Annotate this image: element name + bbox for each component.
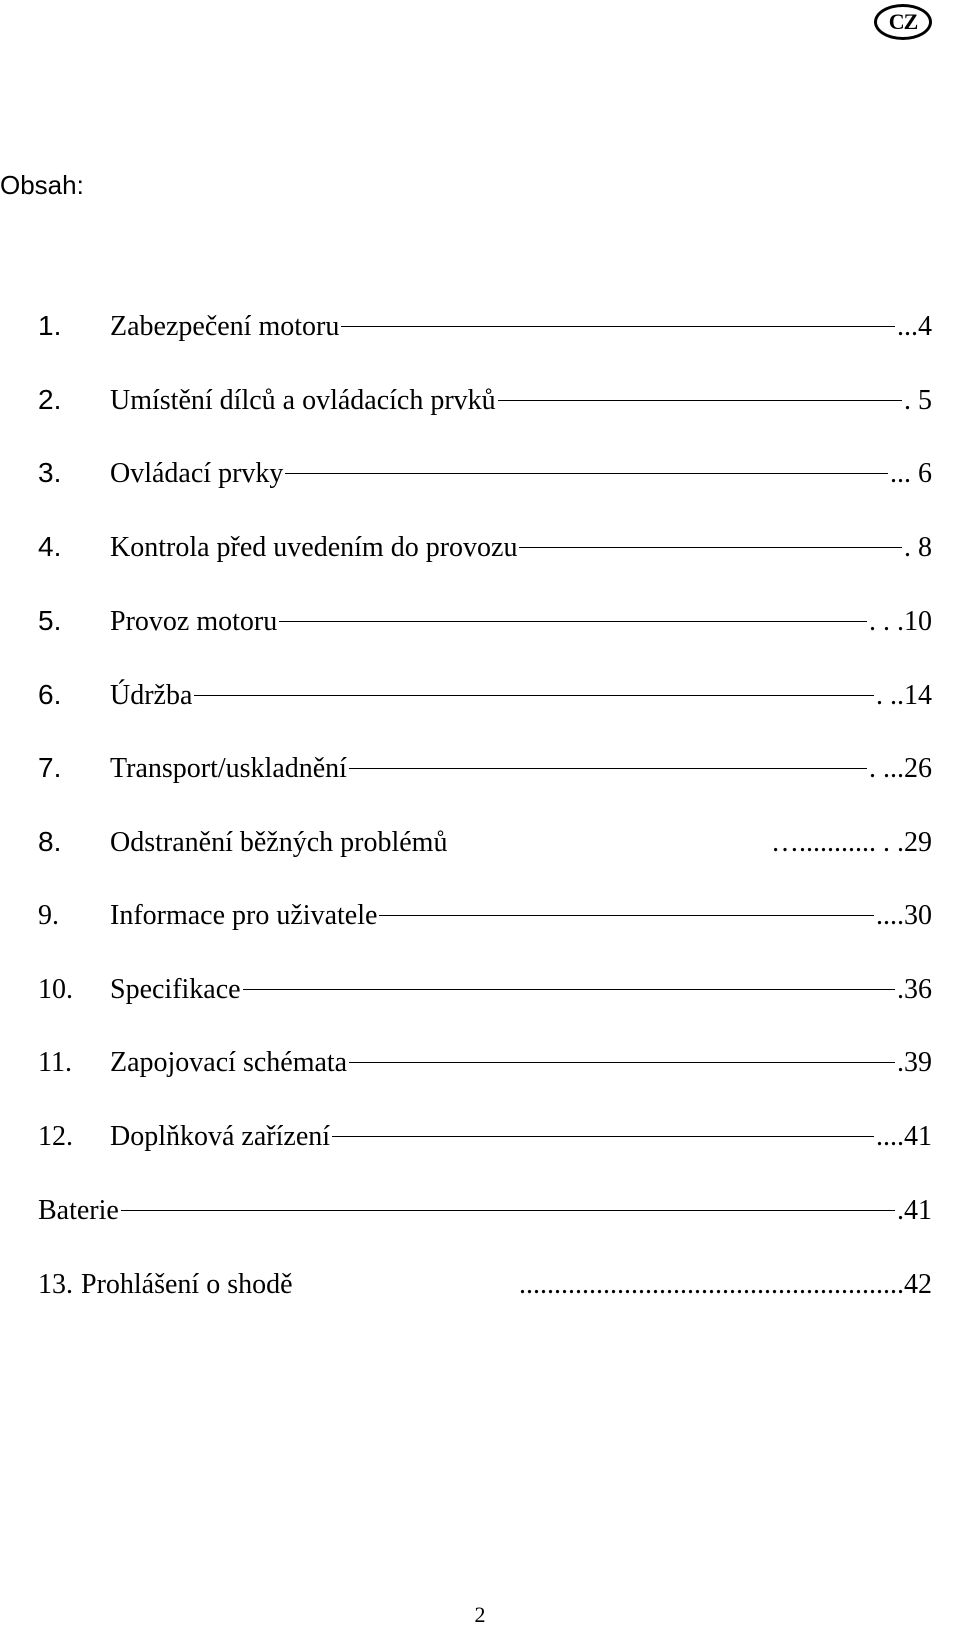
toc-number: 5. — [38, 605, 62, 636]
toc-number: 7. — [38, 752, 62, 783]
toc-page: .......................................................42 — [519, 1269, 932, 1300]
toc-page: . ...26 — [869, 753, 932, 784]
toc-title: Prohlášení o shodě — [81, 1269, 293, 1300]
toc-number: 8. — [38, 826, 62, 857]
toc-title: Ovládací prvky — [110, 458, 284, 489]
toc-number: 3. — [38, 457, 62, 488]
toc-leader — [279, 621, 867, 622]
toc-page: . 8 — [904, 532, 932, 563]
toc-title: Zapojovací schémata — [110, 1047, 348, 1078]
contents-heading: Obsah: — [0, 170, 84, 200]
toc-title: Odstranění běžných problémů — [110, 827, 448, 858]
toc-entry[interactable] — [38, 752, 932, 788]
toc-entry[interactable] — [38, 1195, 932, 1231]
toc-entry[interactable] — [38, 974, 932, 1010]
toc-page: ....41 — [876, 1121, 932, 1152]
toc-leader — [194, 695, 874, 696]
toc-title: Údržba — [110, 680, 193, 711]
toc-entry[interactable] — [38, 1269, 932, 1305]
toc-title: Baterie — [38, 1195, 119, 1226]
toc-title: Zabezpečení motoru — [110, 311, 340, 342]
toc-entry[interactable] — [38, 1047, 932, 1083]
toc-number: 13. — [38, 1269, 73, 1300]
toc-title: Specifikace — [110, 974, 241, 1005]
toc-number: 1. — [38, 310, 62, 341]
toc-entry[interactable] — [38, 457, 932, 493]
toc-page: . . .10 — [869, 606, 932, 637]
toc-number: 6. — [38, 679, 62, 710]
toc-page: .39 — [897, 1047, 932, 1078]
toc-title: Transport/uskladnění — [110, 753, 347, 784]
toc-leader — [379, 915, 874, 916]
toc-entry[interactable] — [38, 384, 932, 420]
toc-leader — [349, 768, 867, 769]
toc-page: .41 — [897, 1195, 932, 1226]
toc-title: Provoz motoru — [110, 606, 278, 637]
toc-page: ... 6 — [890, 458, 932, 489]
toc-number: 11. — [38, 1047, 72, 1078]
toc-leader — [498, 400, 902, 401]
toc-page: . ..14 — [876, 680, 932, 711]
toc-page: …........... . .29 — [771, 827, 932, 858]
page-number: 2 — [474, 1602, 486, 1627]
toc-number: 9. — [38, 900, 59, 931]
toc-entry[interactable] — [38, 826, 932, 862]
toc-page: ....30 — [876, 900, 932, 931]
toc-number: 4. — [38, 531, 62, 562]
toc-leader — [519, 547, 902, 548]
toc-entry[interactable] — [38, 310, 932, 346]
toc-leader — [243, 989, 895, 990]
toc-entry[interactable] — [38, 1121, 932, 1157]
toc-number: 10. — [38, 974, 73, 1005]
toc-page: ...4 — [897, 311, 932, 342]
toc-entry[interactable] — [38, 605, 932, 641]
toc-title: Doplňková zařízení — [110, 1121, 331, 1152]
toc-number: 12. — [38, 1121, 73, 1152]
toc-title: Kontrola před uvedením do provozu — [110, 532, 518, 563]
toc-leader — [332, 1136, 874, 1137]
toc-page: . 5 — [904, 385, 932, 416]
toc-title: Umístění dílců a ovládacích prvků — [110, 385, 496, 416]
toc-entry[interactable] — [38, 900, 932, 936]
toc-title: Informace pro uživatele — [110, 900, 378, 931]
toc-leader — [285, 473, 888, 474]
toc-page: .36 — [897, 974, 932, 1005]
toc-leader — [341, 326, 895, 327]
toc-entry[interactable] — [38, 531, 932, 567]
toc-entry[interactable] — [38, 679, 932, 715]
country-code-badge: CZ — [874, 4, 932, 40]
toc-leader — [349, 1062, 895, 1063]
toc-number: 2. — [38, 384, 62, 415]
toc-leader — [121, 1210, 895, 1211]
